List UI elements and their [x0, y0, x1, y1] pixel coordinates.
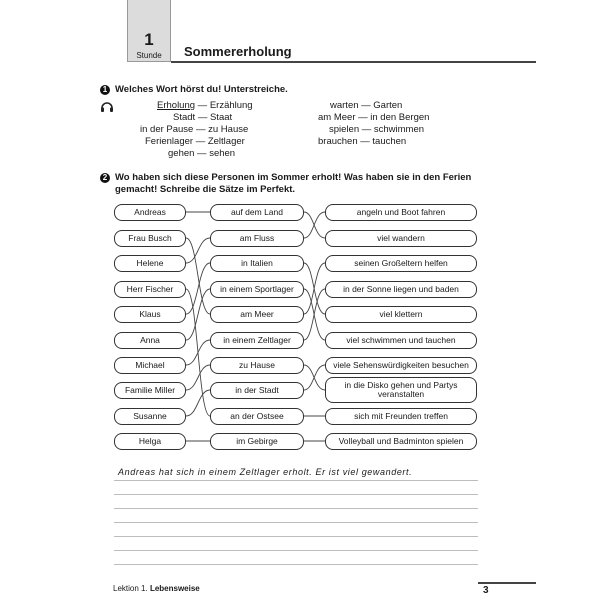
person-box[interactable]: Michael	[114, 357, 186, 374]
connector	[186, 263, 210, 314]
dash: —	[195, 112, 210, 123]
writing-line[interactable]	[114, 494, 478, 495]
activity-box[interactable]: in die Disko gehen und Partys veranstalten	[325, 377, 477, 403]
place-box[interactable]: am Fluss	[210, 230, 304, 247]
dash: —	[194, 148, 210, 159]
person-box[interactable]: Susanne	[114, 408, 186, 425]
word-a[interactable]: am Meer	[318, 112, 356, 123]
dash: —	[357, 136, 373, 147]
dash: —	[193, 136, 208, 147]
connector	[186, 238, 210, 314]
activity-box[interactable]: in der Sonne liegen und baden	[325, 281, 477, 298]
activity-box[interactable]: viel klettern	[325, 306, 477, 323]
writing-line[interactable]	[114, 480, 478, 481]
exercise-2-instruction-line-2: gemacht! Schreibe die Sätze im Perfekt.	[115, 184, 296, 195]
place-box[interactable]: in Italien	[210, 255, 304, 272]
connector	[186, 365, 210, 390]
word-b[interactable]: sehen	[209, 148, 236, 159]
connector	[186, 289, 210, 340]
person-box[interactable]: Klaus	[114, 306, 186, 323]
exercise-1-instruction: Welches Wort hörst du! Unterstreiche.	[115, 84, 288, 95]
footer-lesson-prefix: Lektion 1.	[113, 584, 148, 593]
word-a[interactable]: gehen	[168, 148, 195, 159]
footer-lesson	[113, 584, 200, 593]
writing-line[interactable]	[114, 536, 478, 537]
lesson-number: 1	[144, 30, 154, 49]
footer-lesson-name: Lebensweise	[149, 584, 200, 593]
word-a[interactable]: brauchen	[318, 136, 358, 147]
person-box[interactable]: Familie Miller	[114, 382, 186, 399]
writing-line[interactable]	[114, 550, 478, 551]
person-box[interactable]: Anna	[114, 332, 186, 349]
word-a[interactable]: Ferienlager	[145, 136, 194, 147]
footer-rule	[478, 582, 536, 584]
word-b[interactable]: Garten	[373, 100, 403, 111]
word-a[interactable]: in der Pause	[140, 124, 194, 135]
person-box[interactable]: Andreas	[114, 204, 186, 221]
writing-line[interactable]	[114, 522, 478, 523]
dash: —	[193, 124, 209, 135]
page-number: 3	[483, 585, 489, 596]
example-answer: Andreas hat sich in einem Zeltlager erholt. Er ist viel gewandert.	[118, 467, 413, 477]
word-a[interactable]: spielen	[329, 124, 360, 135]
writing-line[interactable]	[114, 564, 478, 565]
connector	[186, 238, 210, 263]
word-a[interactable]: Erholung	[157, 100, 196, 111]
word-b[interactable]: tauchen	[372, 136, 407, 147]
activity-box[interactable]: sich mit Freunden treffen	[325, 408, 477, 425]
writing-line[interactable]	[114, 508, 478, 509]
exercise-1-badge: 1	[100, 85, 110, 95]
activity-box[interactable]: viel schwimmen und tauchen	[325, 332, 477, 349]
connector	[304, 212, 325, 238]
person-box[interactable]: Helene	[114, 255, 186, 272]
word-b[interactable]: Staat	[209, 112, 233, 123]
activity-box[interactable]: viel wandern	[325, 230, 477, 247]
exercise-2-instruction-line-1: Wo haben sich diese Personen im Sommer erholt! Was haben sie in den Ferien	[115, 172, 472, 183]
person-box[interactable]: Frau Busch	[114, 230, 186, 247]
person-box[interactable]: Helga	[114, 433, 186, 450]
dash: —	[195, 100, 210, 111]
place-box[interactable]: an der Ostsee	[210, 408, 304, 425]
word-b[interactable]: Zeltlager	[207, 136, 245, 147]
word-a[interactable]: Stadt	[173, 112, 196, 123]
word-b[interactable]: schwimmen	[373, 124, 425, 135]
connector	[186, 340, 210, 365]
connector	[304, 263, 325, 314]
dash: —	[358, 100, 374, 111]
place-box[interactable]: am Meer	[210, 306, 304, 323]
word-a[interactable]: warten	[330, 100, 359, 111]
word-b[interactable]: zu Hause	[208, 124, 249, 135]
connector	[304, 289, 325, 340]
place-box[interactable]: zu Hause	[210, 357, 304, 374]
word-b[interactable]: in den Bergen	[370, 112, 430, 123]
word-b[interactable]: Erzählung	[209, 100, 253, 111]
place-box[interactable]: im Gebirge	[210, 433, 304, 450]
place-box[interactable]: in einem Sportlager	[210, 281, 304, 298]
person-box[interactable]: Herr Fischer	[114, 281, 186, 298]
page-title: Sommererholung	[184, 44, 292, 59]
activity-box[interactable]: Volleyball und Badminton spielen	[325, 433, 477, 450]
activity-box[interactable]: angeln und Boot fahren	[325, 204, 477, 221]
exercise-2-badge: 2	[100, 173, 110, 183]
place-box[interactable]: auf dem Land	[210, 204, 304, 221]
place-box[interactable]: in der Stadt	[210, 382, 304, 399]
dash: —	[359, 124, 374, 135]
activity-box[interactable]: viele Sehenswürdigkeiten besuchen	[325, 357, 477, 374]
lesson-tab-label: Stunde	[136, 51, 162, 60]
activity-box[interactable]: seinen Großeltern helfen	[325, 255, 477, 272]
dash: —	[355, 112, 371, 123]
connector	[304, 365, 325, 390]
place-box[interactable]: in einem Zeltlager	[210, 332, 304, 349]
